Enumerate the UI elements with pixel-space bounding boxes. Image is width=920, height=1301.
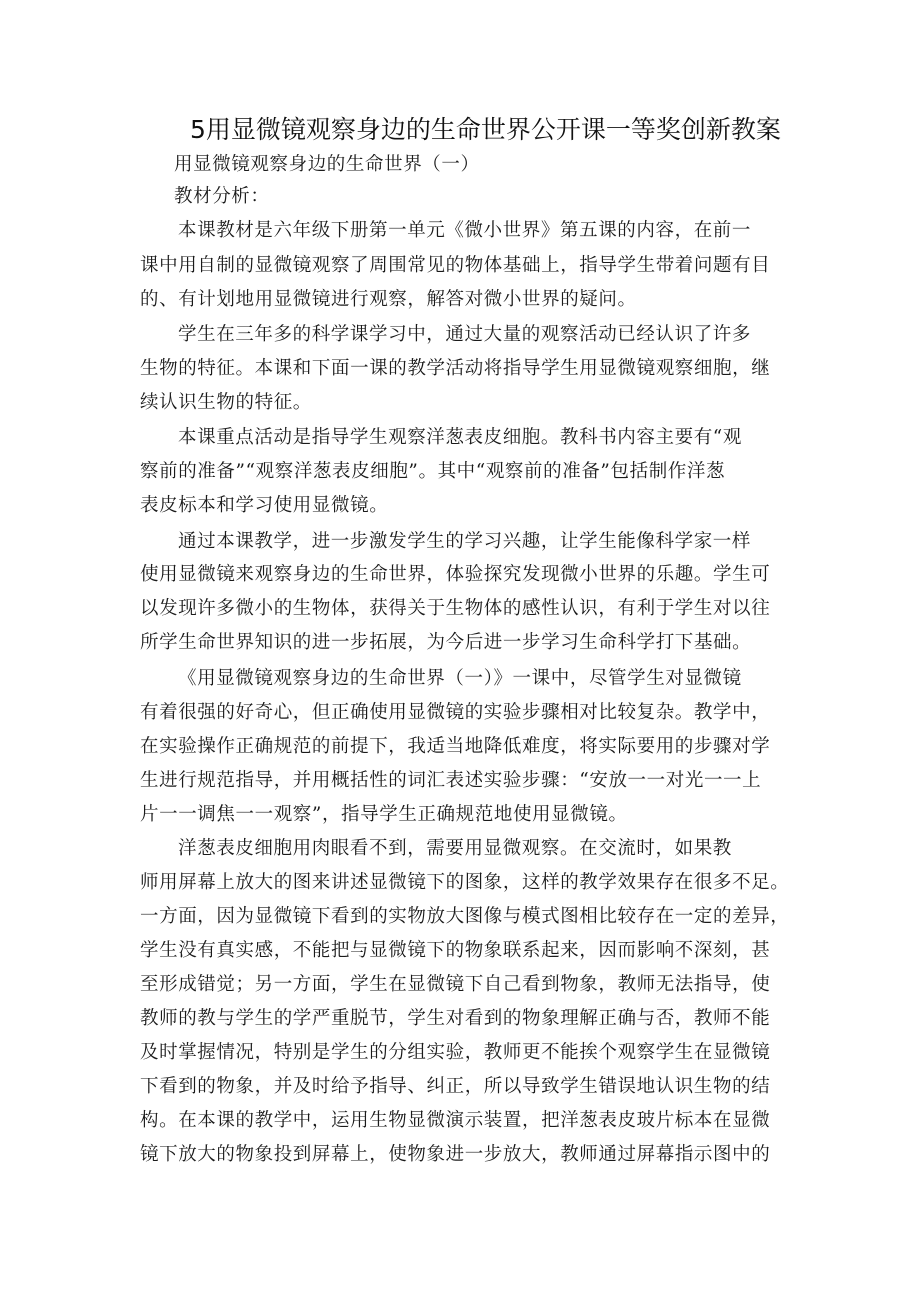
body-line: 在实验操作正确规范的前提下，我适当地降低难度，将实际要用的步骤对学: [140, 736, 771, 757]
body-line: 有着很强的好奇心，但正确使用显微镜的实验步骤相对比较复杂。教学中，: [140, 702, 771, 723]
body-line: 察前的准备”“观察洋葱表皮细胞”。其中“观察前的准备”包括制作洋葱: [140, 461, 726, 482]
body-line: 生物的特征。本课和下面一课的教学活动将指导学生用显微镜观察细胞，继: [140, 358, 771, 379]
body-line: 洋葱表皮细胞用肉眼看不到，需要用显微观察。在交流时，如果教: [178, 838, 732, 859]
body-line: 及时掌握情况，特别是学生的分组实验，教师更不能挨个观察学生在显微镜: [140, 1042, 771, 1063]
body-line: 师用屏幕上放大的图来讲述显微镜下的图象，这样的教学效果存在很多不足。: [140, 872, 790, 893]
document-title: 5用显微镜观察身边的生命世界公开课一等奖创新教案: [190, 115, 781, 144]
body-line: 的、有计划地用显微镜进行观察，解答对微小世界的疑问。: [140, 289, 637, 310]
body-line: 至形成错觉；另一方面，学生在显微镜下自己看到物象，教师无法指导，使: [140, 974, 771, 995]
body-line: 续认识生物的特征。: [140, 392, 312, 413]
body-line: 学生没有真实感，不能把与显微镜下的物象联系起来，因而影响不深刻，甚: [140, 940, 771, 961]
body-line: 片一一调焦一一观察”，指导学生正确规范地使用显微镜。: [140, 804, 628, 825]
body-line: 下看到的物象，并及时给予指导、纠正，所以导致学生错误地认识生物的结: [140, 1076, 771, 1097]
body-line: 本课重点活动是指导学生观察洋葱表皮细胞。教科书内容主要有“观: [178, 427, 742, 448]
body-line: 镜下放大的物象投到屏幕上，使物象进一步放大，教师通过屏幕指示图中的: [140, 1144, 771, 1165]
body-line: 《用显微镜观察身边的生命世界（一）》一课中，尽管学生对显微镜: [178, 668, 742, 689]
body-line: 通过本课教学，进一步激发学生的学习兴趣，让学生能像科学家一样: [178, 531, 752, 552]
subtitle: 用显微镜观察身边的生命世界（一）: [174, 154, 480, 175]
body-line: 表皮标本和学习使用显微镜。: [140, 495, 389, 516]
body-line: 使用显微镜来观察身边的生命世界，体验探究发现微小世界的乐趣。学生可: [140, 564, 771, 585]
body-line: 本课教材是六年级下册第一单元《微小世界》第五课的内容，在前一: [178, 220, 752, 241]
body-line: 学生在三年多的科学课学习中，通过大量的观察活动已经认识了许多: [178, 324, 752, 345]
body-line: 课中用自制的显微镜观察了周围常见的物体基础上，指导学生带着问题有目: [140, 255, 771, 276]
body-line: 教师的教与学生的学严重脱节，学生对看到的物象理解正确与否，教师不能: [140, 1008, 771, 1029]
body-line: 构。在本课的教学中，运用生物显微演示装置，把洋葱表皮玻片标本在显微: [140, 1110, 771, 1131]
body-line: 以发现许多微小的生物体，获得关于生物体的感性认识，有利于学生对以往: [140, 598, 771, 619]
body-line: 生进行规范指导，并用概括性的词汇表述实验步骤：“安放一一对光一一上: [140, 770, 762, 791]
body-line: 所学生命世界知识的进一步拓展，为今后进一步学习生命科学打下基础。: [140, 632, 752, 653]
section-heading: 教材分析：: [174, 186, 270, 207]
body-line: 一方面，因为显微镜下看到的实物放大图像与模式图相比较存在一定的差异，: [140, 906, 790, 927]
